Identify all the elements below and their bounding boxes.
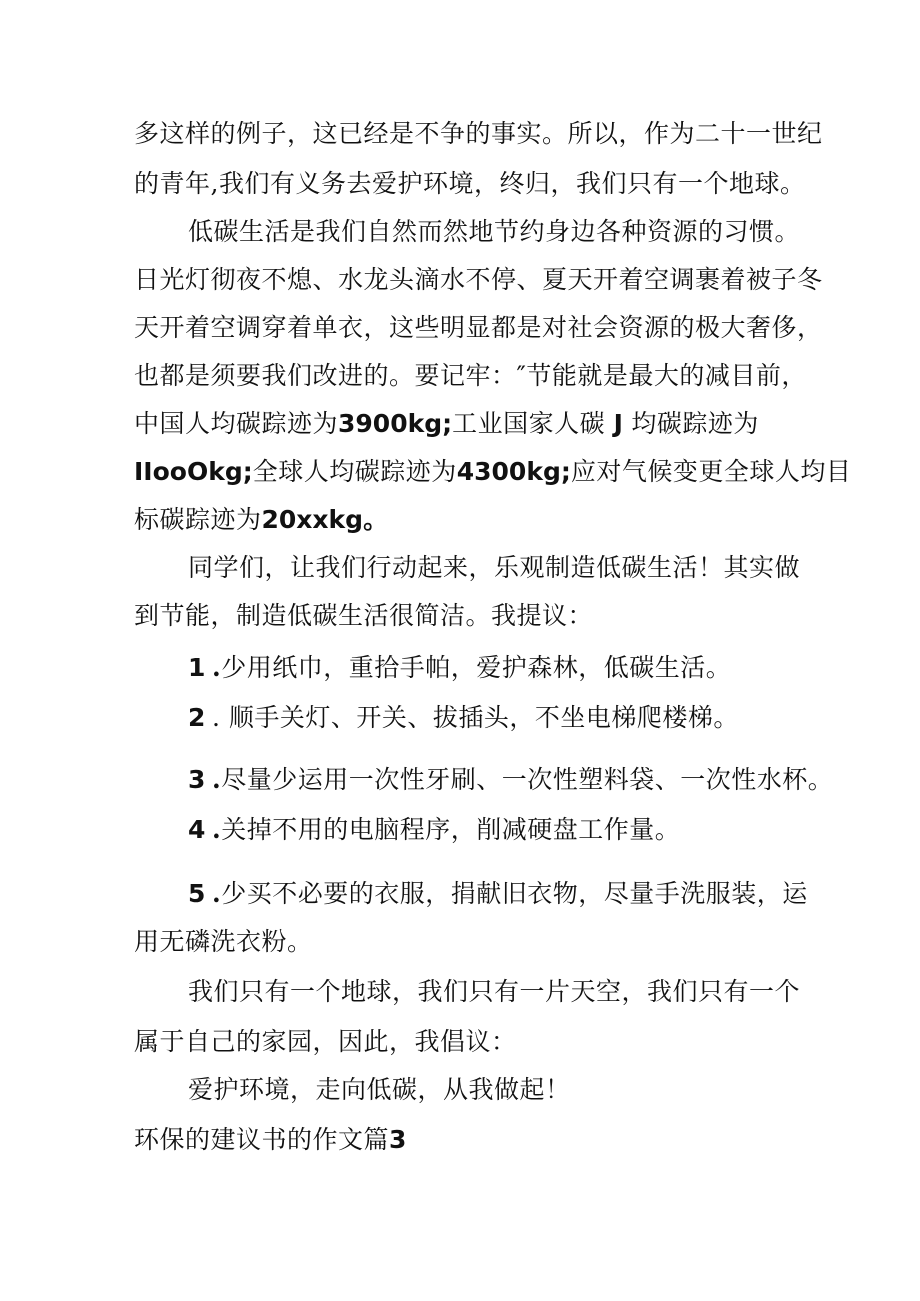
p3-line2: 到节能，制造低碳生活很简洁。我提议： <box>134 601 594 630</box>
list-item-3-text: 尽量少运用一次性牙刷、一次性塑料袋、一次性水杯。 <box>221 765 834 794</box>
p2-line6-text-b: 全球人均碳踪迹为 <box>252 457 457 486</box>
p1-line2: 的青年,我们有义务去爱护环境，终归，我们只有一个地球。 <box>134 169 806 198</box>
p2-line2: 日光灯彻夜不熄、水龙头滴水不停、夏天开着空调裹着被子冬 <box>134 265 823 294</box>
list-item-2-text: 顺手关灯、开关、拔插头，不坐电梯爬楼梯。 <box>228 703 739 732</box>
list-item-3-sep: . <box>212 765 222 794</box>
p4-line1: 我们只有一个地球，我们只有一片天空，我们只有一个 <box>188 977 801 1006</box>
p2-line6 <box>134 454 851 490</box>
list-item-1 <box>188 650 731 686</box>
p2-line4: 也都是须要我们改进的。要记牢：″节能就是最大的减目前， <box>134 361 807 390</box>
p3-line1: 同学们，让我们行动起来，乐观制造低碳生活！其实做 <box>188 553 801 582</box>
p2-line7 <box>134 502 388 538</box>
list-item-5-number: 5 <box>188 879 206 908</box>
p1-line1: 多这样的例子，这已经是不争的事实。所以，作为二十一世纪 <box>134 119 823 148</box>
p2-line5-value-a: 3900kg; <box>338 409 453 438</box>
list-item-4 <box>188 812 680 848</box>
p4-line2: 属于自己的家园，因此，我倡议： <box>134 1027 517 1056</box>
p2-line6-value-c: 4300kg; <box>456 457 571 486</box>
p2-line5-letter: J <box>613 409 623 438</box>
p2-line5-text-e: 均碳踪迹为 <box>631 409 759 438</box>
p2-line3: 天开着空调穿着单衣，这些明显都是对社会资源的极大奢侈， <box>134 313 823 342</box>
p2-line7-text-a: 标碳踪迹为 <box>134 505 262 534</box>
list-item-4-number: 4 <box>188 815 206 844</box>
list-item-5 <box>188 876 808 912</box>
list-item-3 <box>188 762 833 798</box>
p2-line5 <box>134 406 759 442</box>
p2-line5-text-a: 中国人均碳踪迹为 <box>134 409 339 438</box>
list-item-1-number: 1 <box>188 653 206 682</box>
list-item-4-text: 关掉不用的电脑程序，削减硬盘工作量。 <box>221 815 681 844</box>
list-item-5-sep: . <box>212 879 222 908</box>
p2-line7-value-b: 20xxkg。 <box>261 505 389 534</box>
p2-line6-value-a: IIooOkg; <box>134 457 253 486</box>
list-item-5-continuation: 用无磷洗衣粉。 <box>134 927 313 956</box>
list-item-5-text: 少买不必要的衣服，捐献旧衣物，尽量手洗服装，运 <box>221 879 808 908</box>
p2-line6-text-d: 应对气候变更全球人均目 <box>570 457 852 486</box>
list-item-4-sep: . <box>212 815 222 844</box>
p2-line1: 低碳生活是我们自然而然地节约身边各种资源的习惯。 <box>188 217 801 246</box>
p5-line1: 爱护环境，走向低碳，从我做起！ <box>188 1075 571 1104</box>
list-item-1-sep: . <box>212 653 222 682</box>
section-heading-text: 环保的建议书的作文篇 <box>134 1125 390 1154</box>
list-item-2 <box>188 700 739 736</box>
section-heading <box>134 1122 406 1158</box>
list-item-2-sep: . <box>212 703 221 732</box>
list-item-3-number: 3 <box>188 765 206 794</box>
section-heading-number: 3 <box>389 1125 407 1154</box>
list-item-1-text: 少用纸巾，重拾手帕，爱护森林，低碳生活。 <box>221 653 732 682</box>
p2-line5-text-c: 工业国家人碳 <box>452 409 606 438</box>
list-item-2-number: 2 <box>188 703 206 732</box>
